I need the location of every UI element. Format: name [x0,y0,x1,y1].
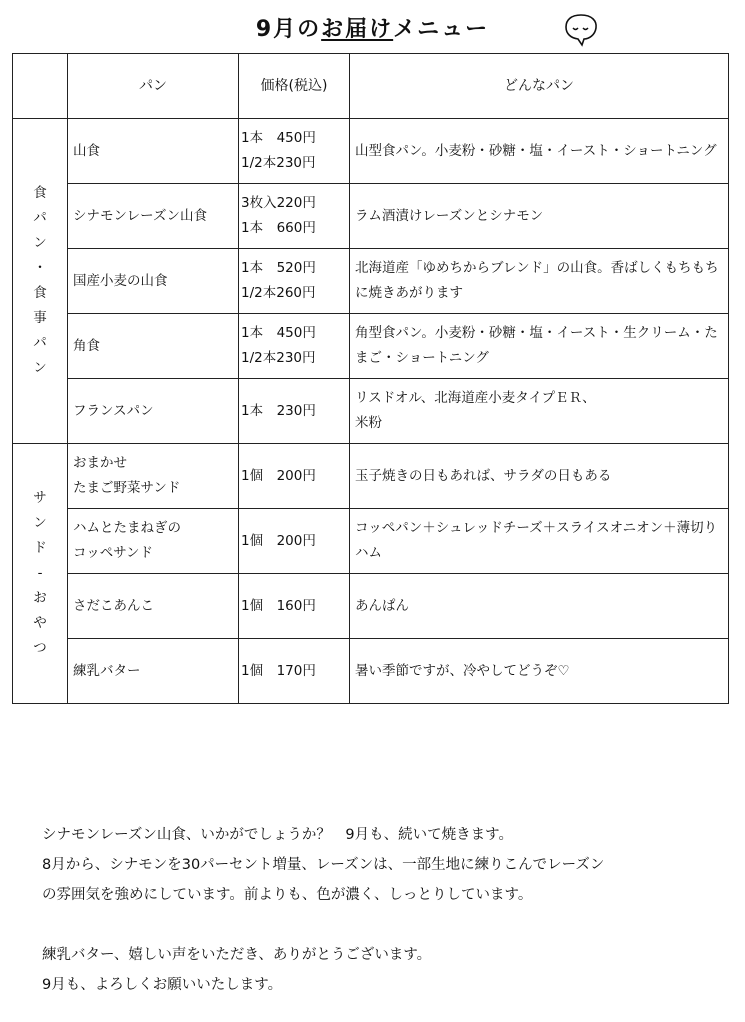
item-description: 玉子焼きの日もあれば、サラダの日もある [350,444,729,509]
item-name: おまかせ たまご野菜サンド [68,444,239,509]
item-price: 1本 520円 1/2本260円 [239,249,350,314]
category-char: や [33,615,47,631]
item-name: ハムとたまねぎの コッペサンド [68,509,239,574]
item-name: 角食 [68,314,239,379]
category-char: つ [33,640,47,656]
note-line: 8月から、シナモンを30パーセント増量、レーズンは、一部生地に練りこんでレーズン [42,857,605,873]
table-row [13,119,729,184]
category-char: ン [33,360,47,376]
category-char: - [37,565,43,581]
note-line: 練乳バター、嬉しい声をいただき、ありがとうございます。 [42,947,432,963]
notes-section [42,820,722,1000]
item-description: コッペパン＋シュレッドチーズ＋スライスオニオン＋薄切りハム [350,509,729,574]
note-line: の雰囲気を強めにしています。前よりも、色が濃く、しっとりしています。 [42,887,533,903]
category-char: パ [33,210,47,226]
note-line: 9月も、よろしくお願いいたします。 [42,977,283,993]
header-price: 価格(税込) [239,54,350,119]
category-char: お [33,590,47,606]
item-price: 3枚入220円 1本 660円 [239,184,350,249]
note-line: シナモンレーズン山食、いかがでしょうか？ 9月も、続いて焼きます。 [42,827,513,843]
table-header-row [13,54,729,119]
item-description: 暑い季節ですが、冷やしてどうぞ♡ [350,639,729,704]
item-price: 1個 200円 [239,509,350,574]
category-char: 食 [33,285,47,301]
item-name: 山食 [68,119,239,184]
category-label-bread [13,119,68,444]
item-description: あんぱん [350,574,729,639]
face-doodle-icon [562,12,600,48]
item-description: リスドオル、北海道産小麦タイプＥＲ、 米粉 [350,379,729,444]
category-char: サ [33,490,47,506]
table-row [13,509,729,574]
category-char: ン [33,515,47,531]
title-suffix: メニュー [393,17,490,42]
table-row [13,184,729,249]
item-description: ラム酒漬けレーズンとシナモン [350,184,729,249]
category-char: 事 [33,310,47,326]
item-price: 1個 200円 [239,444,350,509]
item-name: 国産小麦の山食 [68,249,239,314]
item-name: 練乳バター [68,639,239,704]
table-row [13,574,729,639]
item-name: シナモンレーズン山食 [68,184,239,249]
item-name: フランスパン [68,379,239,444]
item-price: 1本 230円 [239,379,350,444]
item-price: 1個 160円 [239,574,350,639]
item-name: さだこあんこ [68,574,239,639]
category-char: ・ [33,260,47,276]
table-row [13,314,729,379]
item-description: 北海道産「ゆめちからブレンド」の山食。香ばしくもちもちに焼きあがります [350,249,729,314]
header-name: パン [68,54,239,119]
category-char: ン [33,235,47,251]
item-price: 1個 170円 [239,639,350,704]
menu-table [12,53,729,704]
table-row [13,639,729,704]
title-prefix: 9月の [255,17,322,42]
note-line [42,910,722,940]
item-description: 角型食パン。小麦粉・砂糖・塩・イースト・生クリーム・たまご・ショートニング [350,314,729,379]
category-char: 食 [33,185,47,201]
header-description: どんなパン [350,54,729,119]
category-char: パ [33,335,47,351]
table-row [13,444,729,509]
category-char: ド [33,540,47,556]
menu-title [0,12,745,43]
item-price: 1本 450円 1/2本230円 [239,119,350,184]
item-description: 山型食パン。小麦粉・砂糖・塩・イースト・ショートニング [350,119,729,184]
category-label-sand [13,444,68,704]
table-row [13,379,729,444]
table-row [13,249,729,314]
title-underlined: お届け [321,17,394,42]
item-price: 1本 450円 1/2本230円 [239,314,350,379]
header-category [13,54,68,119]
